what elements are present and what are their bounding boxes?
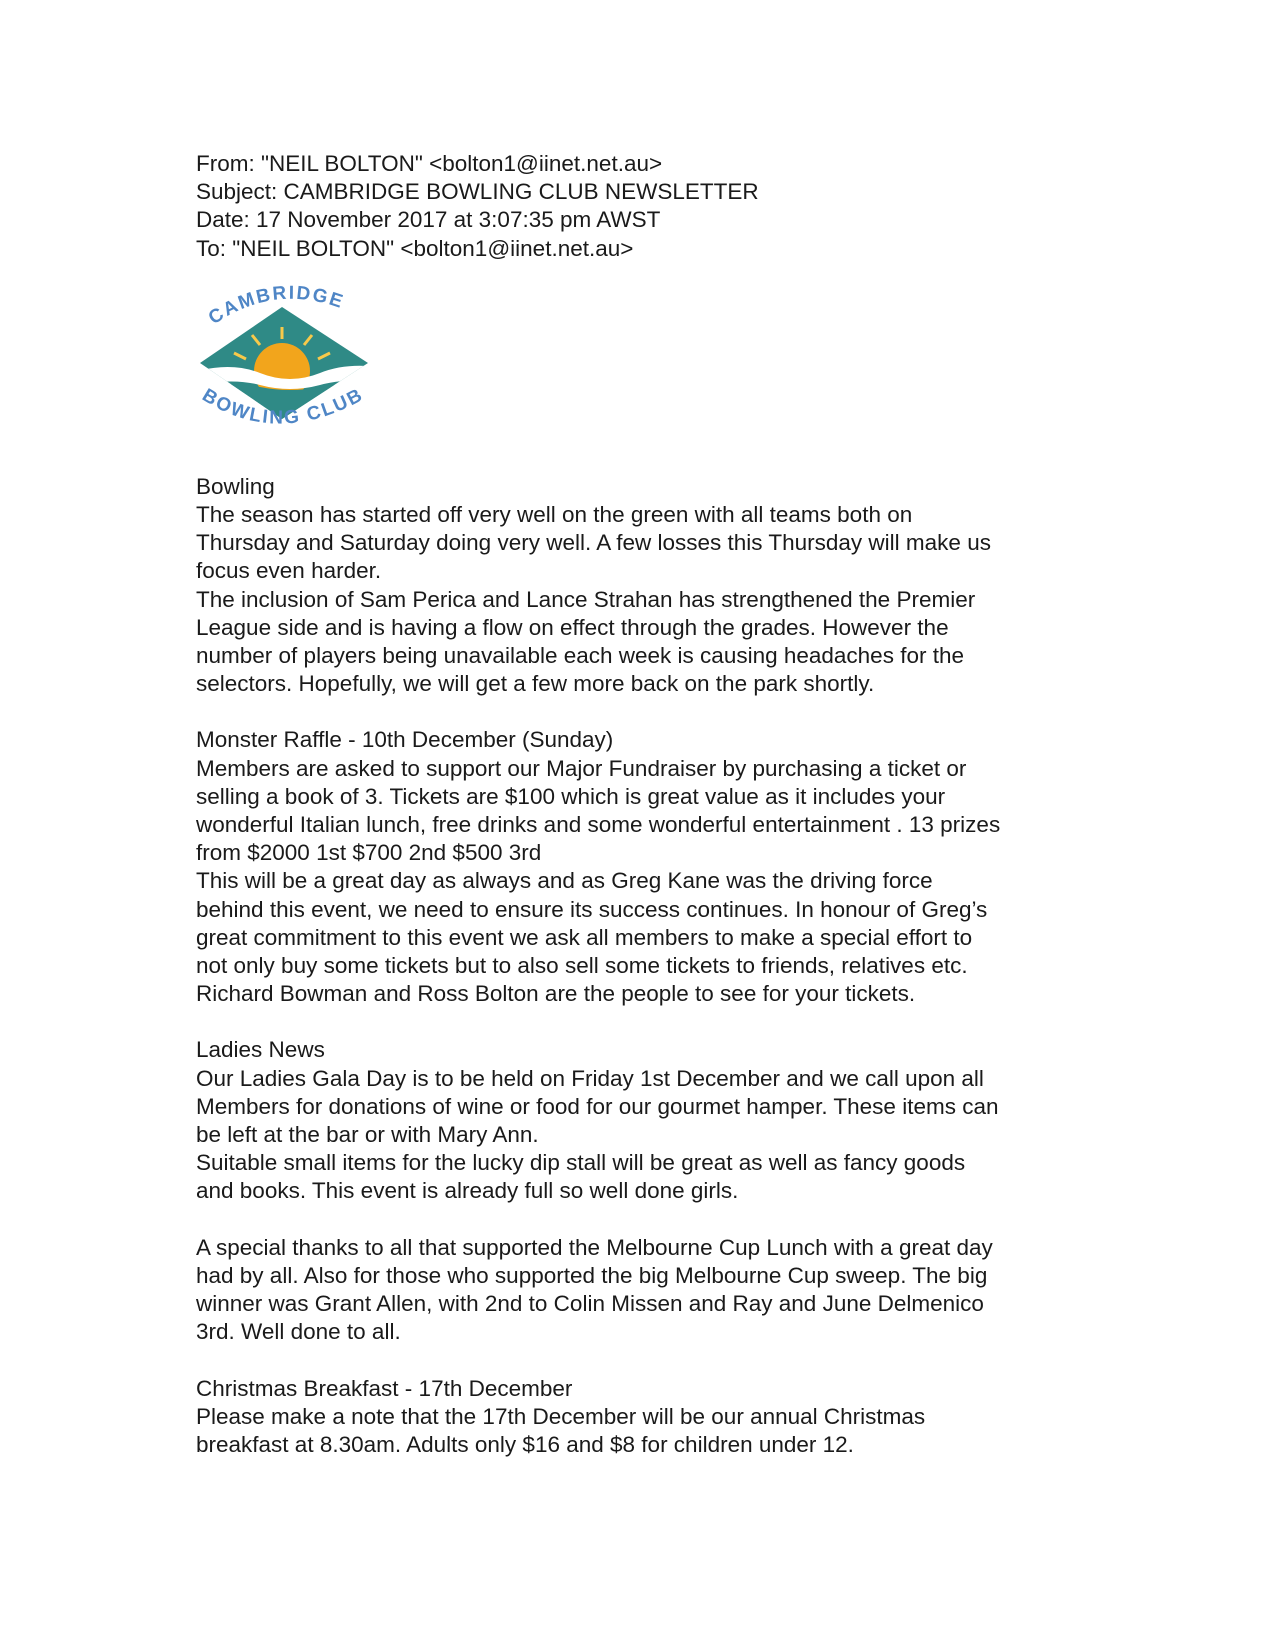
section-monster-raffle bbox=[196, 726, 1076, 1008]
paragraph-line: selling a book of 3. Tickets are $100 which is great value as it includes your bbox=[196, 783, 946, 809]
logo-bottom-text: BOWLING CLUB bbox=[198, 384, 368, 429]
email-date: Date: 17 November 2017 at 3:07:35 pm AWST bbox=[196, 207, 661, 233]
email-header bbox=[196, 150, 1076, 263]
paragraph-line: 3rd. Well done to all. bbox=[196, 1319, 401, 1345]
paragraph-line: focus even harder. bbox=[196, 558, 382, 584]
section-heading: Monster Raffle - 10th December (Sunday) bbox=[196, 727, 614, 753]
email-subject: Subject: CAMBRIDGE BOWLING CLUB NEWSLETTER bbox=[196, 179, 759, 205]
paragraph-line: Members for donations of wine or food for our gourmet hamper. These items can bbox=[196, 1093, 999, 1119]
email-from: From: "NEIL BOLTON" <bolton1@iinet.net.au> bbox=[196, 151, 663, 176]
section-ladies-news bbox=[196, 1036, 1076, 1205]
email-document bbox=[196, 150, 1076, 1459]
logo-top-text: CAMBRIDGE bbox=[205, 282, 347, 329]
paragraph-line: League side and is having a flow on effect through the grades. However the bbox=[196, 614, 949, 640]
section-heading: Ladies News bbox=[196, 1037, 325, 1063]
paragraph-line: Suitable small items for the lucky dip stall will be great as well as fancy goods bbox=[196, 1150, 966, 1176]
paragraph-line: Our Ladies Gala Day is to be held on Friday 1st December and we call upon all bbox=[196, 1065, 984, 1091]
paragraph-line: Please make a note that the 17th December will be our annual Christmas bbox=[196, 1403, 926, 1429]
email-to: To: "NEIL BOLTON" <bolton1@iinet.net.au> bbox=[196, 235, 634, 261]
paragraph-line: Thursday and Saturday doing very well. A few losses this Thursday will make us bbox=[196, 530, 991, 556]
paragraph-line: selectors. Hopefully, we will get a few more back on the park shortly. bbox=[196, 671, 875, 697]
paragraph-line: This will be a great day as always and as Greg Kane was the driving force bbox=[196, 868, 933, 894]
paragraph-line: The inclusion of Sam Perica and Lance Strahan has strengthened the Premier bbox=[196, 586, 976, 612]
paragraph-line: A special thanks to all that supported the Melbourne Cup Lunch with a great day bbox=[196, 1234, 993, 1260]
paragraph-line: Members are asked to support our Major Fundraiser by purchasing a ticket or bbox=[196, 755, 967, 781]
section-heading: Bowling bbox=[196, 473, 275, 499]
paragraph-line: and books. This event is already full so well done girls. bbox=[196, 1178, 739, 1204]
paragraph-line: wonderful Italian lunch, free drinks and some wonderful entertainment . 13 prizes bbox=[196, 812, 1001, 838]
paragraph-line: number of players being unavailable each week is causing headaches for the bbox=[196, 643, 964, 669]
cambridge-bowling-club-logo bbox=[190, 277, 390, 449]
section-bowling bbox=[196, 473, 1076, 699]
section-heading: Christmas Breakfast - 17th December bbox=[196, 1375, 573, 1401]
paragraph-line: from $2000 1st $700 2nd $500 3rd bbox=[196, 840, 542, 866]
paragraph-line: The season has started off very well on the green with all teams both on bbox=[196, 502, 913, 528]
paragraph-line: be left at the bar or with Mary Ann. bbox=[196, 1122, 539, 1148]
paragraph-line: winner was Grant Allen, with 2nd to Colin Missen and Ray and June Delmenico bbox=[196, 1291, 984, 1317]
paragraph-line: breakfast at 8.30am. Adults only $16 and $8 for children under 12. bbox=[196, 1431, 854, 1457]
paragraph-line: had by all. Also for those who supported the big Melbourne Cup sweep. The big bbox=[196, 1262, 988, 1288]
newsletter-body bbox=[196, 473, 1076, 1459]
section-christmas-breakfast bbox=[196, 1375, 1076, 1460]
section-melbourne-cup bbox=[196, 1234, 1076, 1347]
paragraph-line: not only buy some tickets but to also sell some tickets to friends, relatives etc. bbox=[196, 953, 968, 979]
paragraph-line: behind this event, we need to ensure its success continues. In honour of Greg’s bbox=[196, 896, 988, 922]
paragraph-line: great commitment to this event we ask all members to make a special effort to bbox=[196, 924, 973, 950]
paragraph-line: Richard Bowman and Ross Bolton are the people to see for your tickets. bbox=[196, 981, 916, 1007]
